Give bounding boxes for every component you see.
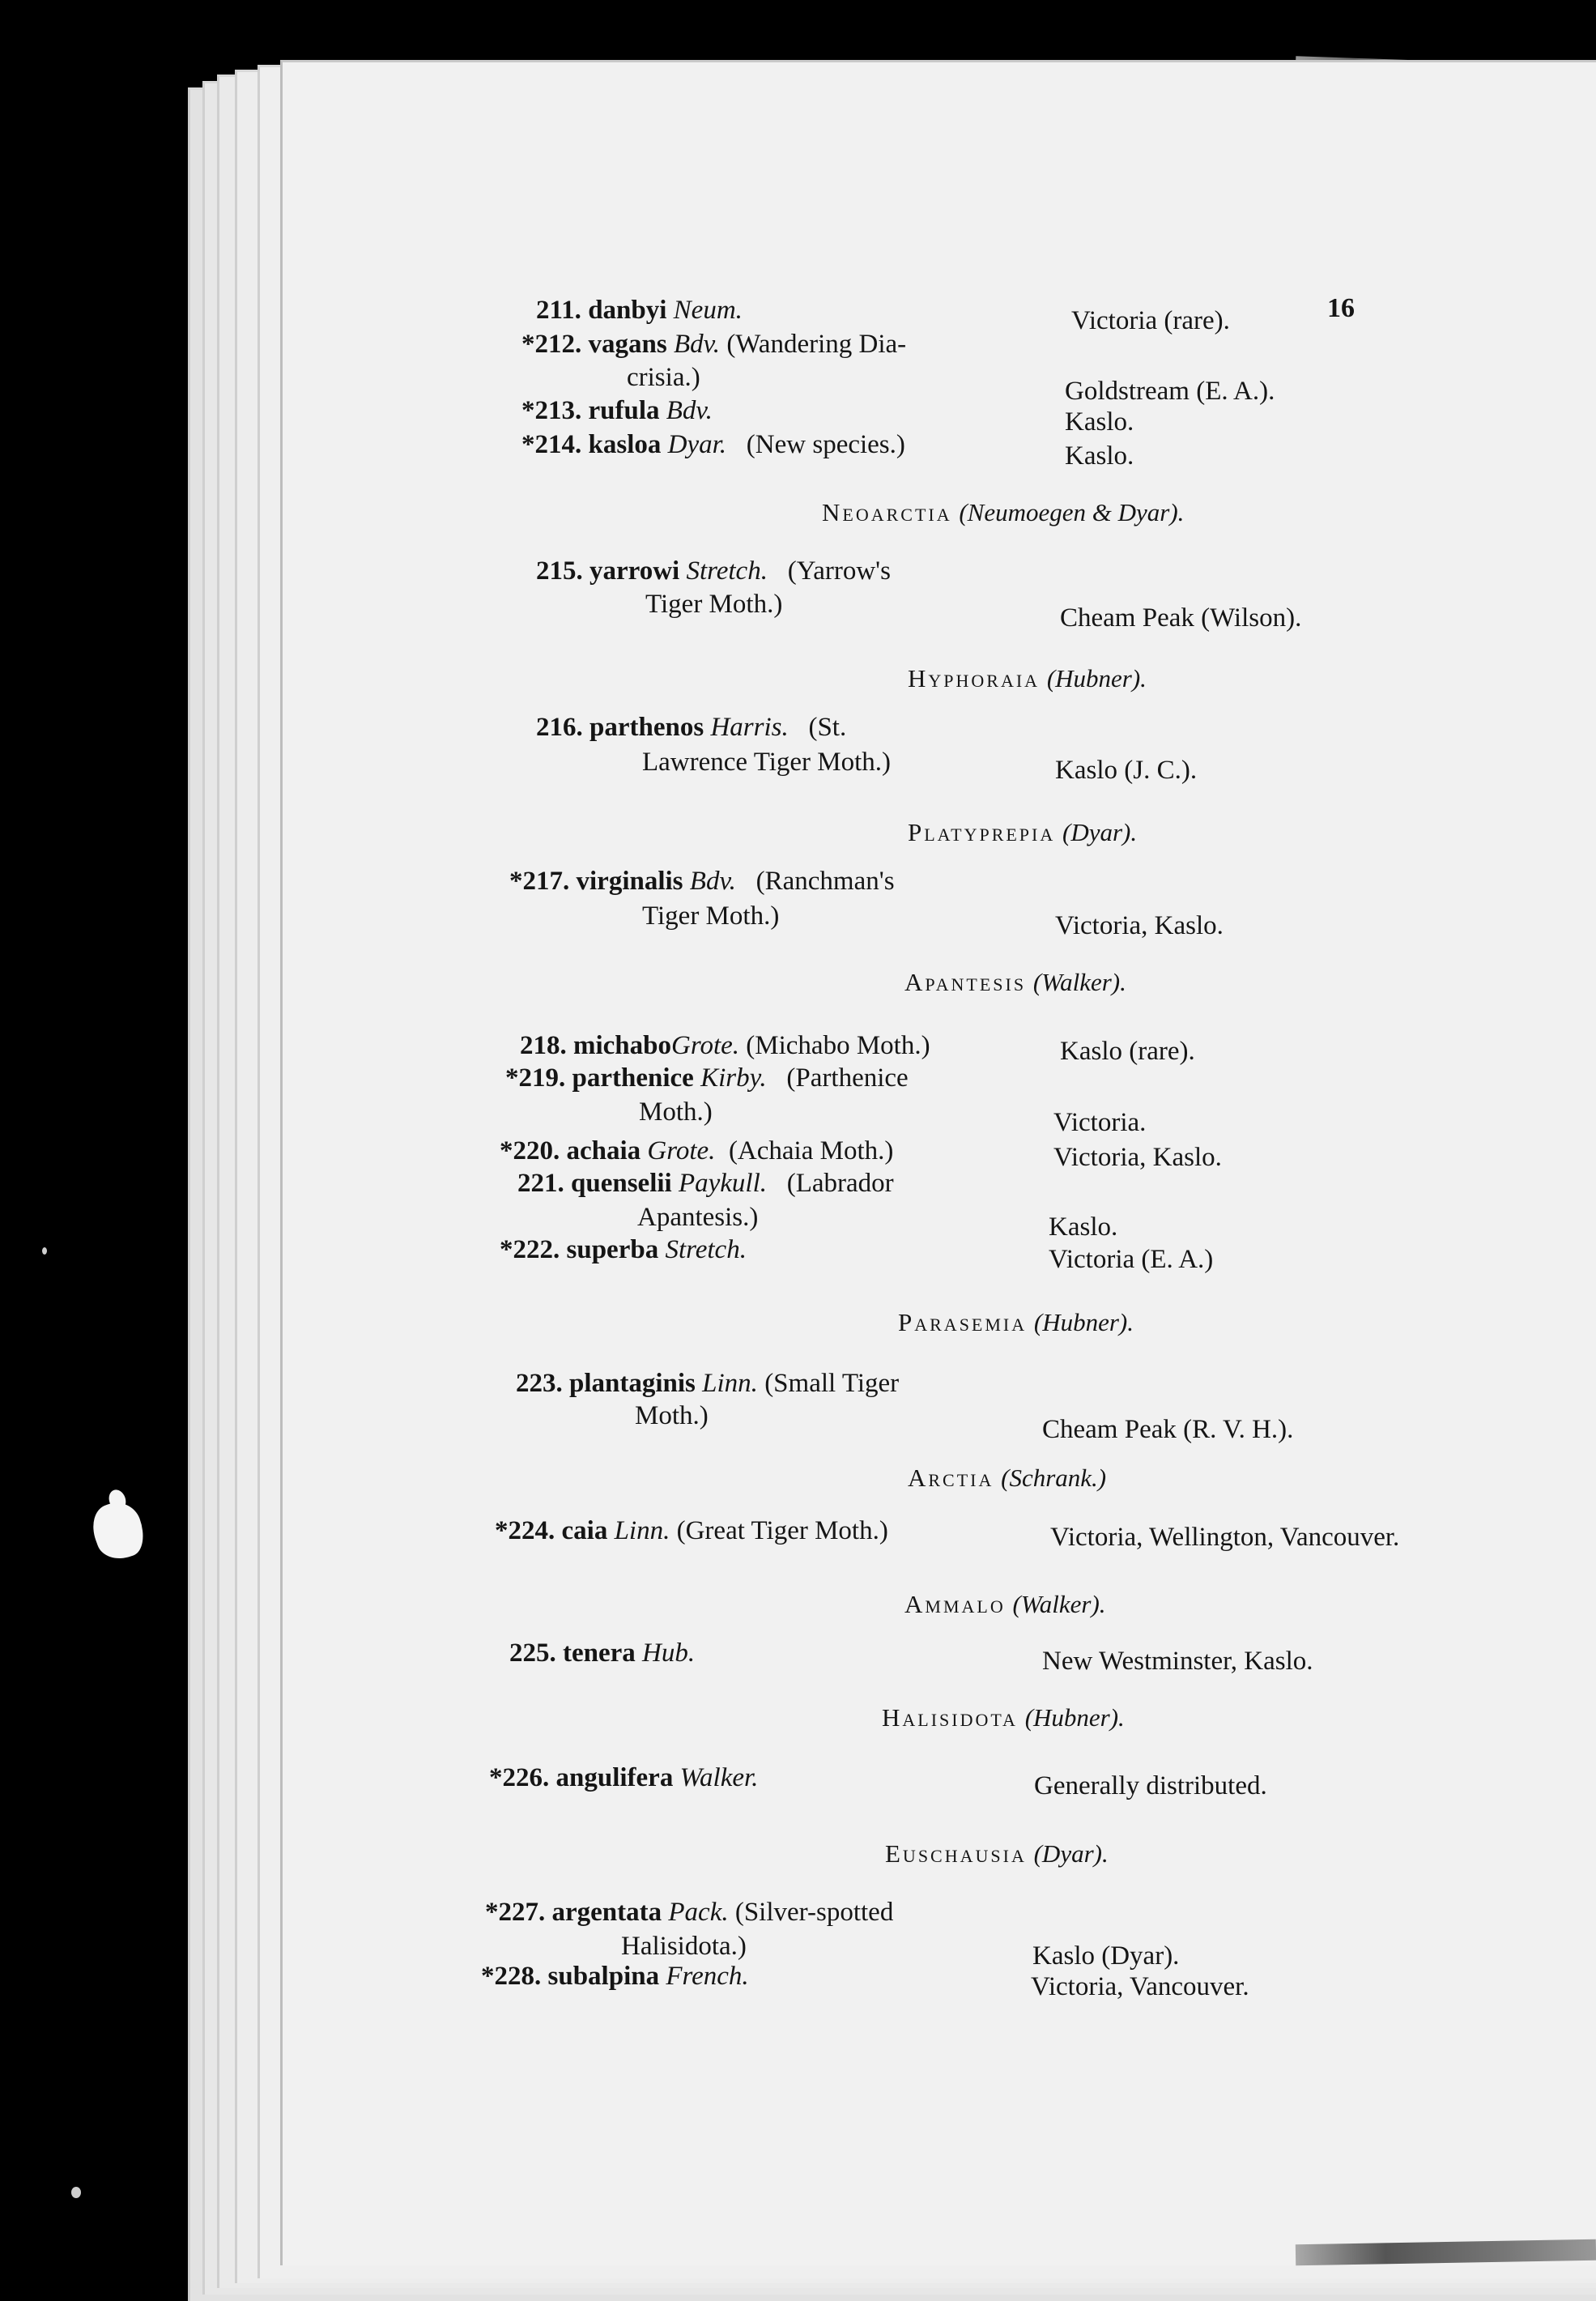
species-author: Stretch. xyxy=(665,1235,747,1264)
common-name: (St. xyxy=(808,713,847,742)
locality: Victoria. xyxy=(1053,1108,1147,1137)
genus-author: (Schrank.) xyxy=(1001,1464,1107,1492)
genus-name: Parasemia xyxy=(898,1308,1028,1336)
genus-heading xyxy=(904,1592,1106,1617)
species-name: virginalis xyxy=(576,867,683,896)
common-name-cont: Apantesis.) xyxy=(637,1203,759,1232)
page-number: 16 xyxy=(1327,293,1355,323)
genus-author: (Dyar). xyxy=(1033,1839,1109,1868)
genus-name: Arctia xyxy=(908,1464,994,1492)
locality: Victoria, Kaslo. xyxy=(1055,911,1224,940)
common-name: (New species.) xyxy=(746,430,905,459)
species-name: quenselii xyxy=(571,1169,672,1198)
species-author: Hub. xyxy=(642,1638,696,1668)
locality: Goldstream (E. A.). xyxy=(1065,377,1275,406)
entry-line xyxy=(509,1640,695,1667)
speck xyxy=(42,1247,47,1255)
species-author: Grote. xyxy=(647,1136,716,1165)
common-name: (Yarrow's xyxy=(787,556,891,586)
genus-heading xyxy=(822,500,1184,525)
entry-line xyxy=(509,868,895,895)
common-name-cont: Halisidota.) xyxy=(621,1932,747,1961)
common-name: (Wandering Dia- xyxy=(726,330,907,359)
genus-heading xyxy=(898,1310,1134,1335)
species-author: Walker. xyxy=(679,1763,759,1792)
species-name: tenera xyxy=(563,1638,636,1668)
species-name: yarrowi xyxy=(589,556,680,586)
species-name: plantaginis xyxy=(569,1369,696,1398)
entry-number: 216. xyxy=(536,713,583,742)
locality: Kaslo (rare). xyxy=(1060,1037,1195,1066)
species-author: Linn. xyxy=(702,1369,758,1398)
species-author: Harris. xyxy=(710,713,789,742)
species-author: Stretch. xyxy=(686,556,768,586)
common-name-cont: Tiger Moth.) xyxy=(645,590,783,619)
genus-author: (Hubner). xyxy=(1033,1308,1134,1336)
genus-heading xyxy=(882,1705,1125,1730)
species-name: subalpina xyxy=(547,1962,660,1991)
locality: Kaslo. xyxy=(1065,407,1134,437)
species-name: argentata xyxy=(551,1898,662,1927)
species-author: Bdv. xyxy=(689,867,736,896)
entry-line xyxy=(500,1138,893,1165)
species-author: Grote. xyxy=(671,1031,740,1060)
entry-number: *224. xyxy=(495,1516,555,1545)
entry-number: *214. xyxy=(521,430,582,459)
locality: Victoria, Wellington, Vancouver. xyxy=(1050,1523,1400,1552)
entry-number: *227. xyxy=(485,1898,546,1927)
book-page xyxy=(280,60,1596,2265)
species-author: Bdv. xyxy=(666,396,713,425)
common-name-cont: crisia.) xyxy=(627,363,700,392)
species-name: vagans xyxy=(588,330,667,359)
locality: Kaslo (Dyar). xyxy=(1032,1941,1180,1971)
locality: New Westminster, Kaslo. xyxy=(1042,1647,1313,1676)
common-name-cont: Lawrence Tiger Moth.) xyxy=(642,748,892,777)
species-author: French. xyxy=(666,1962,749,1991)
genus-name: Platyprepia xyxy=(908,818,1056,846)
locality: Victoria, Vancouver. xyxy=(1031,1972,1249,2001)
speck xyxy=(71,2187,81,2198)
genus-heading xyxy=(904,969,1126,995)
genus-name: Halisidota xyxy=(882,1703,1018,1732)
locality: Generally distributed. xyxy=(1034,1771,1267,1800)
locality: Kaslo. xyxy=(1049,1212,1118,1242)
species-name: caia xyxy=(561,1516,608,1545)
genus-author: (Walker). xyxy=(1032,968,1126,996)
common-name: (Michabo Moth.) xyxy=(746,1031,930,1060)
entry-line xyxy=(517,1170,894,1197)
entry-number: 225. xyxy=(509,1638,556,1668)
entry-number: *219. xyxy=(505,1063,566,1093)
entry-number: *212. xyxy=(521,330,582,359)
species-author: Paykull. xyxy=(678,1169,767,1198)
entry-number: 218. xyxy=(520,1031,567,1060)
common-name: (Ranchman's xyxy=(755,867,895,896)
species-name: michabo xyxy=(573,1031,672,1060)
common-name: (Silver-spotted xyxy=(734,1898,894,1927)
entry-number: *226. xyxy=(489,1763,550,1792)
entry-number: *213. xyxy=(521,396,582,425)
entry-number: 211. xyxy=(536,296,581,325)
common-name: (Labrador xyxy=(786,1169,894,1198)
genus-author: (Neumoegen & Dyar). xyxy=(959,498,1185,526)
entry-number: *220. xyxy=(500,1136,560,1165)
common-name: (Parthenice xyxy=(786,1063,909,1093)
entry-line xyxy=(495,1518,888,1545)
common-name-cont: Tiger Moth.) xyxy=(642,901,780,931)
species-author: Linn. xyxy=(614,1516,670,1545)
genus-author: (Hubner). xyxy=(1024,1703,1125,1732)
entry-number: *228. xyxy=(481,1962,542,1991)
species-author: Kirby. xyxy=(700,1063,767,1093)
entry-line xyxy=(516,1370,899,1397)
common-name-cont: Moth.) xyxy=(635,1401,709,1430)
genus-name: Neoarctia xyxy=(822,498,952,526)
locality: Victoria (E. A.) xyxy=(1049,1245,1214,1274)
common-name: (Achaia Moth.) xyxy=(728,1136,894,1165)
entry-line xyxy=(500,1237,747,1263)
species-author: Bdv. xyxy=(673,330,721,359)
genus-author: (Hubner). xyxy=(1046,664,1147,692)
entry-number: 221. xyxy=(517,1169,564,1198)
paper-blob xyxy=(86,1496,151,1566)
entry-line xyxy=(520,1033,930,1059)
locality: Kaslo (J. C.). xyxy=(1055,756,1198,785)
genus-heading xyxy=(908,666,1147,691)
entry-line xyxy=(485,1899,893,1926)
entry-line xyxy=(521,331,906,358)
genus-name: Apantesis xyxy=(904,968,1027,996)
entry-line xyxy=(521,398,713,424)
species-author: Neum. xyxy=(673,296,743,325)
genus-heading xyxy=(885,1841,1109,1866)
entry-line xyxy=(489,1765,758,1792)
species-name: parthenos xyxy=(589,713,704,742)
entry-line xyxy=(536,558,891,585)
species-author: Dyar. xyxy=(667,430,727,459)
entry-line xyxy=(536,297,743,324)
entry-line xyxy=(536,714,846,741)
species-name: superba xyxy=(566,1235,659,1264)
entry-number: *222. xyxy=(500,1235,560,1264)
species-name: angulifera xyxy=(555,1763,674,1792)
entry-line xyxy=(481,1963,749,1990)
locality: Cheam Peak (R. V. H.). xyxy=(1042,1415,1294,1444)
entry-number: 223. xyxy=(516,1369,563,1398)
common-name-cont: Moth.) xyxy=(639,1097,713,1127)
species-name: parthenice xyxy=(572,1063,694,1093)
species-name: achaia xyxy=(566,1136,641,1165)
locality: Victoria, Kaslo. xyxy=(1053,1143,1222,1172)
species-name: danbyi xyxy=(588,296,667,325)
entry-number: 215. xyxy=(536,556,583,586)
genus-name: Euschausia xyxy=(885,1839,1027,1868)
genus-author: (Walker). xyxy=(1012,1590,1106,1618)
genus-heading xyxy=(908,820,1137,845)
locality: Cheam Peak (Wilson). xyxy=(1060,603,1302,633)
entry-number: *217. xyxy=(509,867,570,896)
common-name: (Small Tiger xyxy=(764,1369,900,1398)
locality: Kaslo. xyxy=(1065,441,1134,471)
locality: Victoria (rare). xyxy=(1071,306,1230,335)
common-name: (Great Tiger Moth.) xyxy=(676,1516,888,1545)
genus-author: (Dyar). xyxy=(1062,818,1138,846)
genus-heading xyxy=(908,1465,1106,1490)
genus-name: Hyphoraia xyxy=(908,664,1041,692)
entry-line xyxy=(521,432,905,458)
species-author: Pack. xyxy=(668,1898,729,1927)
species-name: kasloa xyxy=(588,430,662,459)
genus-name: Ammalo xyxy=(904,1590,1006,1618)
species-name: rufula xyxy=(588,396,660,425)
entry-line xyxy=(505,1065,909,1092)
